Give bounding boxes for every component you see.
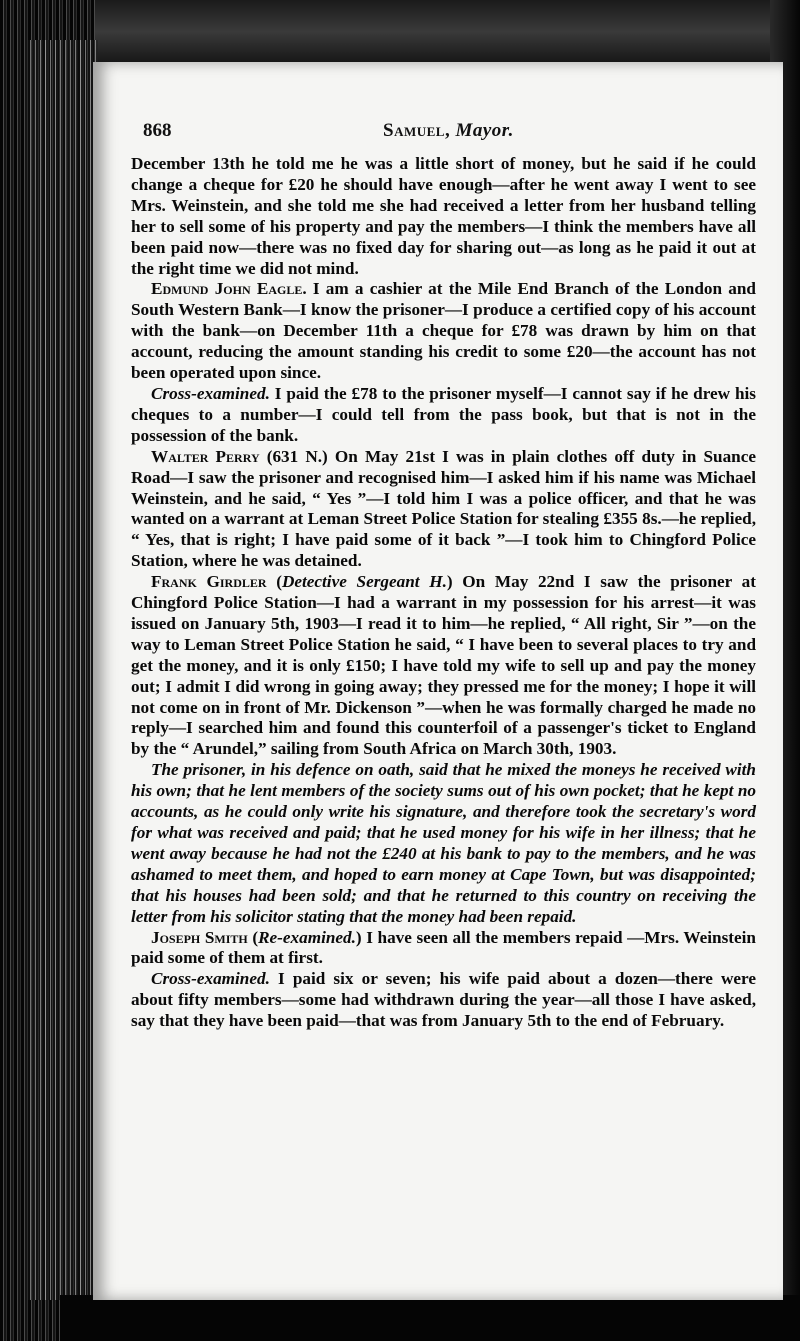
page-body <box>131 154 756 1032</box>
testimony-text: On May 21st I was in plain clothes off duty in Suance Road—I saw the prisoner and recognised him—I asked him if his name was Michael Weinstein, and he said, “ Yes ”—I told him I was a police officer, and that he was wanted on a warrant at Leman Street Police Station for stealing £355 8s.—he replied, “ Yes, that is right; I have paid some of it back ”—I took him to Chingford Police Station, where he was detained. <box>131 446 756 571</box>
testimony-text: I have seen all the members repaid —Mrs. Weinstein paid some of them at first. <box>131 927 756 968</box>
paragraph-girdler-testimony: Frank Girdler (Detective Sergeant H.) On May 22nd I saw the prisoner at Chingford Police Station—I had a warrant in my possession for his arrest—it was issued on January 5th, 1903—I read it to him—he replied, “ All right, Sir ”—on the way to Leman Street Police Station he said, “ I have been to several places to try and get the money, and it is only £150; I have told my wife to sell up and pay the money out; I admit I did wrong in going away; they pressed me for the money; I hope it will not come on in front of Mr. Dickenson ”—when he was formally charged he made no reply—I searched him and found this counterfoil of a passenger's ticket to England by the “ Arundel,” sailing from South Africa on March 30th, 1903. <box>131 572 756 759</box>
paragraph-prisoner-defence: The prisoner, in his defence on oath, said that he mixed the moneys he received with his own; that he lent members of the society sums out of his own pocket; that he kept no accounts, as he could only write his signature, and therefore took the secretary's word for what was received and paid; that he used money for his wife in her illness; that he went away because he had not the £240 at his bank to pay to the members, and he was ashamed to meet them, and hoped to earn money at Cape Town, but was disappointed; that his houses had been sold; and that he returned to this country on receiving the letter from his solicitor stating that the money had been repaid. <box>131 760 756 926</box>
witness-name: Joseph Smith <box>151 927 248 947</box>
running-head-name: Samuel, <box>383 120 451 141</box>
scan-bottom-border <box>60 1295 800 1341</box>
paragraph-perry-testimony <box>131 447 756 572</box>
examination-label: Cross-examined. <box>151 383 270 403</box>
testimony-text: I paid six or seven; his wife paid about a dozen—there were about fifty members—some had withdrawn during the year—all those I have asked, say that they have been paid—that was from January 5th to the end of February. <box>131 969 756 1031</box>
witness-role: Re-examined. <box>258 927 356 947</box>
testimony-text: I am a cashier at the Mile End Branch of the London and South Western Bank—I know the prisoner—I produce a certified copy of his account with the bank—on December 11th a cheque for £78 was drawn by him on that account, reducing the amount standing his credit to some £20—the account has not been operated upon since. <box>131 279 756 383</box>
paragraph-smith-cross-examination <box>131 969 756 1032</box>
page-header <box>143 120 703 146</box>
paragraph-cross-examination <box>131 384 756 447</box>
witness-name: Edmund John Eagle. <box>151 279 307 299</box>
paragraph-smith-reexamination: Joseph Smith (Re-examined.) I have seen all the members repaid —Mrs. Weinstein paid some of them at first. <box>131 927 756 968</box>
running-head <box>383 120 514 142</box>
page-stack-edges <box>28 40 98 1300</box>
witness-name: Walter Perry <box>151 446 260 466</box>
witness-name: Frank Girdler <box>151 572 267 592</box>
document-page <box>93 62 783 1300</box>
paragraph-continued-testimony: December 13th he told me he was a little short of money, but he said if he could change a cheque for £20 he should have enough—after he went away I went to see Mrs. Weinstein, and she told me she had received a letter from her husband telling her to sell some of his property and pay the members—I think the members have all been paid now—there was no fixed day for sharing out—as long as he paid it out at the right time we did not mind. <box>131 154 756 278</box>
page-number: 868 <box>143 120 172 141</box>
testimony-text: On May 22nd I saw the prisoner at Chingford Police Station—I had a warrant in my possession for his arrest—it was issued on January 5th, 1903—I read it to him—he replied, “ All right, Sir ”—on the way to Leman Street Police Station he said, “ I have been to several places to try and get the money, and it is only £150; I have told my wife to sell up and pay the money out; I admit I did wrong in going away; they pressed me for the money; I hope it will not come on in front of Mr. Dickenson ”—when he was formally charged he made no reply—I searched him and found this counterfoil of a passenger's ticket to England by the “ Arundel,” sailing from South Africa on March 30th, 1903. <box>131 572 756 759</box>
testimony-text: I paid the £78 to the prisoner myself—I cannot say if he drew his cheques to a number—I could tell from the pass book, but that is not in the possession of the bank. <box>131 383 756 445</box>
paragraph-eagle-testimony <box>131 279 756 384</box>
scan-top-border <box>60 0 800 70</box>
examination-label: Cross-examined. <box>151 969 270 989</box>
running-head-title: Mayor. <box>455 120 514 141</box>
witness-role: Detective Sergeant H. <box>281 572 447 592</box>
witness-role: (631 N.) <box>259 446 328 466</box>
